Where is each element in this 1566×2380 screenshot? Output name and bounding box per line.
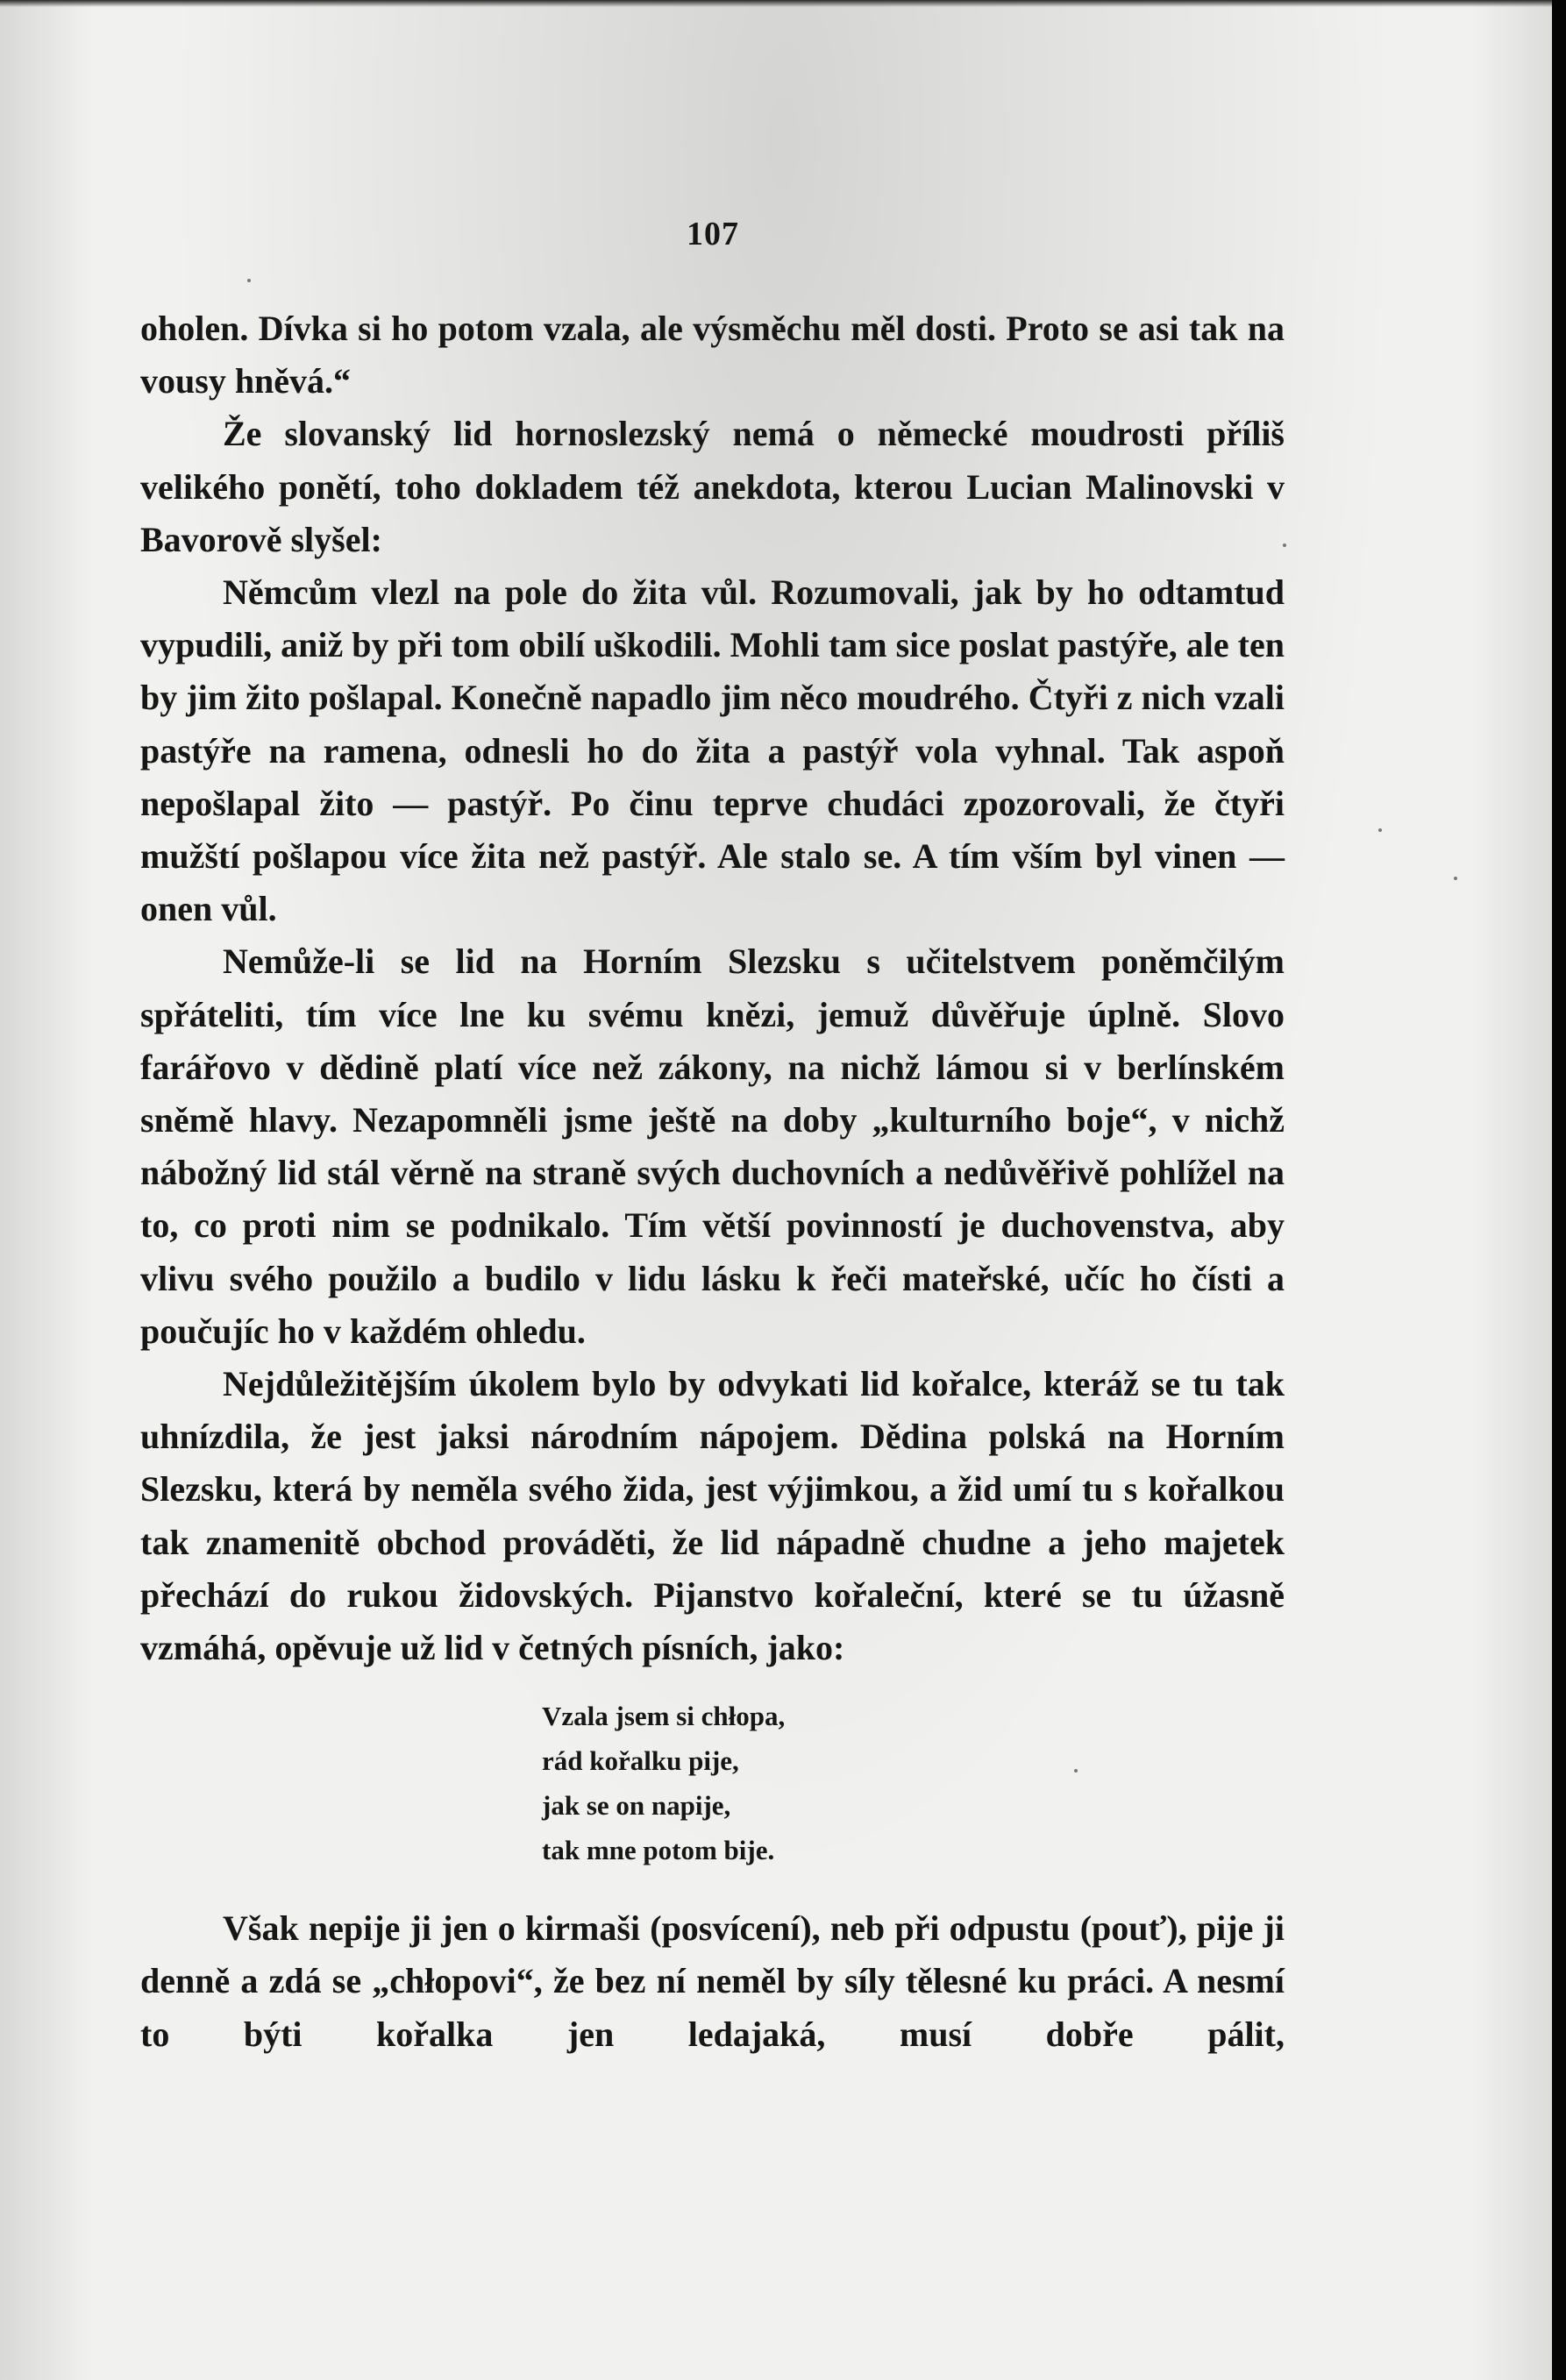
verse-line: tak mne potom bije. bbox=[542, 1835, 775, 1866]
scan-speck bbox=[247, 279, 251, 282]
page-body bbox=[140, 302, 1285, 2061]
scan-top-shadow bbox=[0, 0, 1566, 7]
paragraph: Nejdůležitějším úkolem bylo by odvykati lid kořalce, kteráž se tu tak uhnízdila, že jest jaksi národním nápojem. Dědina polská na Horním Slezsku, která by neměla svého žida, jest výjimkou, a žid umí tu s kořalkou tak znamenitě obchod prováděti, že lid nápadně chudne a jeho majetek přechází do rukou židovských. Pijanstvo kořaleční, které se tu úžasně vzmáhá, opěvuje už lid v četných písních, jako: bbox=[140, 1364, 1285, 1668]
paragraph: Nemůže-li se lid na Horním Slezsku s učitelstvem poněmčilým spřáteliti, tím více lne ku svému knězi, jemuž důvěřuje úplně. Slovo farářovo v dědině platí více než zákony, na nichž lámou si v berlínském sněmě hlavy. Nezapomněli jsme ještě na doby „kulturního boje“, v nichž nábožný lid stál věrně na straně svých duchovních a nedůvěřivě pohlížel na to, co proti nim se podnikalo. Tím větší povinností je duchovenstva, aby vlivu svého použilo a budilo v lidu lásku k řeči mateřské, učíc ho čísti a poučujíc ho v každém ohledu. bbox=[140, 941, 1285, 1351]
scan-speck bbox=[1378, 828, 1382, 832]
paragraph: oholen. Dívka si ho potom vzala, ale výsměchu měl dosti. Proto se asi tak na vousy hněvá.“ bbox=[140, 309, 1285, 401]
paragraph: Němcům vlezl na pole do žita vůl. Rozumovali, jak by ho odtamtud vypudili, aniž by při tom obilí uškodili. Mohli tam sice poslat pastýře, ale ten by jim žito pošlapal. Konečně napadlo jim něco moudrého. Čtyři z nich vzali pastýře na ramena, odnesli ho do žita a pastýř vola vyhnal. Tak aspoň nepošlapal žito — pastýř. Po činu teprve chudáci zpozorovali, že čtyři mužští pošlapou více žita než pastýř. Ale stalo se. A tím vším byl vinen — onen vůl. bbox=[140, 572, 1285, 929]
scan-speck bbox=[1454, 877, 1457, 880]
paragraph: Však nepije ji jen o kirmaši (posvícení), neb při odpustu (pouť), pije ji denně a zdá se „chłopovi“, že bez ní neměl by síly tělesné ku práci. A nesmí to býti kořalka jen ledajaká, musí dobře pálit, bbox=[140, 1908, 1285, 2054]
verse-line: jak se on napije, bbox=[542, 1790, 731, 1822]
paragraph: Že slovanský lid hornoslezský nemá o německé moudrosti příliš velikého ponětí, toho dokladem též anekdota, kterou Lucian Malinovski v Bavorově slyšel: bbox=[140, 414, 1285, 559]
verse-quote bbox=[542, 1694, 1285, 1872]
verse-line: rád kořalku pije, bbox=[542, 1745, 739, 1777]
page-number: 107 bbox=[687, 216, 739, 252]
verse-line: Vzala jsem si chłopa, bbox=[542, 1701, 786, 1732]
scan-right-edge bbox=[1552, 0, 1566, 2380]
